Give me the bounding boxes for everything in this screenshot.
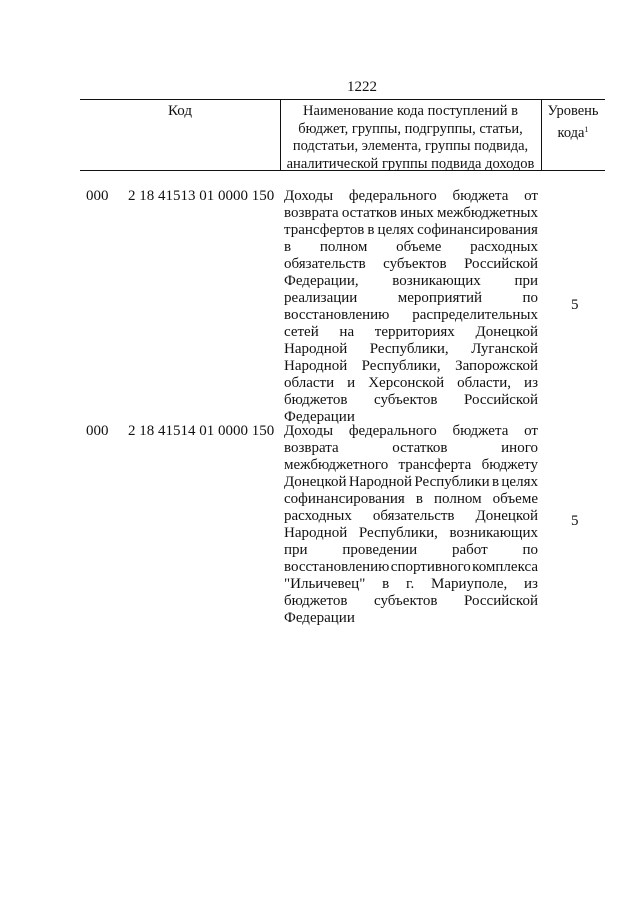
revenue-name-line <box>284 610 538 627</box>
revenue-code: 2 18 41513 01 0000 150 <box>128 188 275 204</box>
revenue-name-line <box>284 205 538 222</box>
word: восстановлению <box>284 559 390 575</box>
word: полном <box>319 239 368 255</box>
word: обязательств <box>372 508 455 524</box>
word: Народной <box>348 474 413 490</box>
word: бюджету <box>481 457 538 473</box>
word: возникающих <box>449 525 538 541</box>
word: области <box>284 375 335 391</box>
word: федерального <box>348 188 437 204</box>
word: Российской <box>464 256 538 272</box>
word: г. <box>405 576 415 592</box>
revenue-name-line <box>284 273 538 290</box>
word: Федерации <box>284 610 355 626</box>
word: остатков <box>392 440 448 456</box>
word: Луганской <box>471 341 538 357</box>
revenue-name-line <box>284 559 538 576</box>
word: из <box>524 576 538 592</box>
word: Донецкой <box>475 324 538 340</box>
header-level-column <box>541 103 605 142</box>
word: бюджетов <box>284 392 348 408</box>
revenue-name-line <box>284 440 538 457</box>
word: в <box>491 474 500 490</box>
word: возврата <box>284 440 339 456</box>
revenue-name-line <box>284 375 538 392</box>
word: возникающих <box>392 273 481 289</box>
word: федерального <box>348 423 437 439</box>
word: территориях <box>374 324 455 340</box>
word: Российской <box>464 593 538 609</box>
word: объеме <box>396 239 442 255</box>
revenue-name-line <box>284 525 538 542</box>
word: Народной <box>284 341 348 357</box>
word: остатков <box>341 205 398 221</box>
footnote-marker: 1 <box>584 124 589 134</box>
word: при <box>514 273 538 289</box>
word: бюджета <box>452 423 509 439</box>
revenue-name <box>284 188 538 426</box>
word: по <box>522 290 538 306</box>
word: в <box>415 491 423 507</box>
admin-code: 000 <box>86 423 109 439</box>
revenue-name-line <box>284 358 538 375</box>
level-value: 5 <box>571 513 579 529</box>
word: мероприятий <box>397 290 482 306</box>
word: Республики, <box>361 358 441 374</box>
word: бюджетов <box>284 593 348 609</box>
header-name-line: бюджет, группы, подгруппы, статьи, <box>298 120 523 137</box>
word: расходных <box>284 508 352 524</box>
word: Российской <box>464 392 538 408</box>
header-name-line: аналитической группы подвида доходов <box>286 155 535 172</box>
word: Федерации, <box>284 273 359 289</box>
word: межбюджетных <box>436 205 538 221</box>
word: целях <box>377 222 415 238</box>
word: Республики, <box>358 525 438 541</box>
revenue-name-line <box>284 239 538 256</box>
header-name-line: Наименование кода поступлений в <box>303 103 518 119</box>
word: из <box>524 375 538 391</box>
table-header <box>80 99 605 171</box>
word: области, <box>457 375 512 391</box>
word: Мариуполе, <box>430 576 508 592</box>
word: "Ильичевец" <box>284 576 366 592</box>
word: бюджета <box>452 188 509 204</box>
word: спортивного <box>390 559 471 575</box>
word: субъектов <box>374 392 438 408</box>
header-level-line <box>541 121 605 143</box>
revenue-name-line <box>284 222 538 239</box>
revenue-name-line <box>284 324 538 341</box>
word: Доходы <box>284 423 334 439</box>
word: в <box>382 576 390 592</box>
page-number: 1222 <box>347 79 377 95</box>
word: восстановлению <box>284 307 390 323</box>
revenue-name-line <box>284 188 538 205</box>
header-name-column <box>283 103 538 173</box>
word: Республики <box>414 474 490 490</box>
word: трансфертов <box>284 222 365 238</box>
word: в <box>284 239 292 255</box>
word: обязательств <box>284 256 366 272</box>
word: трансферта <box>398 457 472 473</box>
revenue-name-line <box>284 593 538 610</box>
word: субъектов <box>374 593 438 609</box>
word: в <box>367 222 375 238</box>
word: софинансирования <box>284 491 405 507</box>
revenue-name-line <box>284 474 538 491</box>
word: проведении <box>342 542 418 558</box>
word: целях <box>501 474 538 490</box>
revenue-name-line <box>284 457 538 474</box>
word: при <box>284 542 308 558</box>
revenue-name-line <box>284 423 538 440</box>
word: полном <box>434 491 482 507</box>
word: на <box>339 324 355 340</box>
header-level-word: кода <box>557 124 585 141</box>
word: иных <box>400 205 434 221</box>
revenue-name <box>284 423 538 627</box>
word: работ <box>452 542 488 558</box>
word: и <box>347 375 356 391</box>
revenue-name-line <box>284 307 538 324</box>
word: от <box>524 188 538 204</box>
revenue-name-line <box>284 576 538 593</box>
revenue-name-line <box>284 392 538 409</box>
word: межбюджетного <box>284 457 389 473</box>
revenue-code: 2 18 41514 01 0000 150 <box>128 423 275 439</box>
word: по <box>522 542 538 558</box>
word: Народной <box>284 358 348 374</box>
word: Народной <box>284 525 348 541</box>
admin-code: 000 <box>86 188 109 204</box>
word: распределительных <box>412 307 538 323</box>
revenue-name-line <box>284 542 538 559</box>
word: Республики, <box>369 341 449 357</box>
revenue-name-line <box>284 290 538 307</box>
word: объеме <box>492 491 538 507</box>
word: иного <box>501 440 538 456</box>
column-divider <box>280 100 281 170</box>
word: Херсонской <box>368 375 445 391</box>
word: сетей <box>284 324 319 340</box>
revenue-name-line <box>284 256 538 273</box>
word: расходных <box>470 239 538 255</box>
word: Доходы <box>284 188 334 204</box>
level-value: 5 <box>571 297 579 313</box>
header-level-line: Уровень <box>547 103 599 119</box>
word: возврата <box>284 205 339 221</box>
revenue-name-line <box>284 508 538 525</box>
word: Донецкой <box>475 508 538 524</box>
word: Запорожской <box>455 358 538 374</box>
word: комплекса <box>472 559 538 575</box>
revenue-name-line <box>284 491 538 508</box>
word: реализации <box>284 290 358 306</box>
word: Федерации <box>284 409 355 425</box>
word: субъектов <box>383 256 447 272</box>
revenue-name-line <box>284 341 538 358</box>
word: софинансирования <box>417 222 538 238</box>
word: от <box>524 423 538 439</box>
word: Донецкой <box>284 474 347 490</box>
header-name-line: подстатьи, элемента, группы подвида, <box>292 138 529 154</box>
header-code-column: Код <box>168 103 192 119</box>
